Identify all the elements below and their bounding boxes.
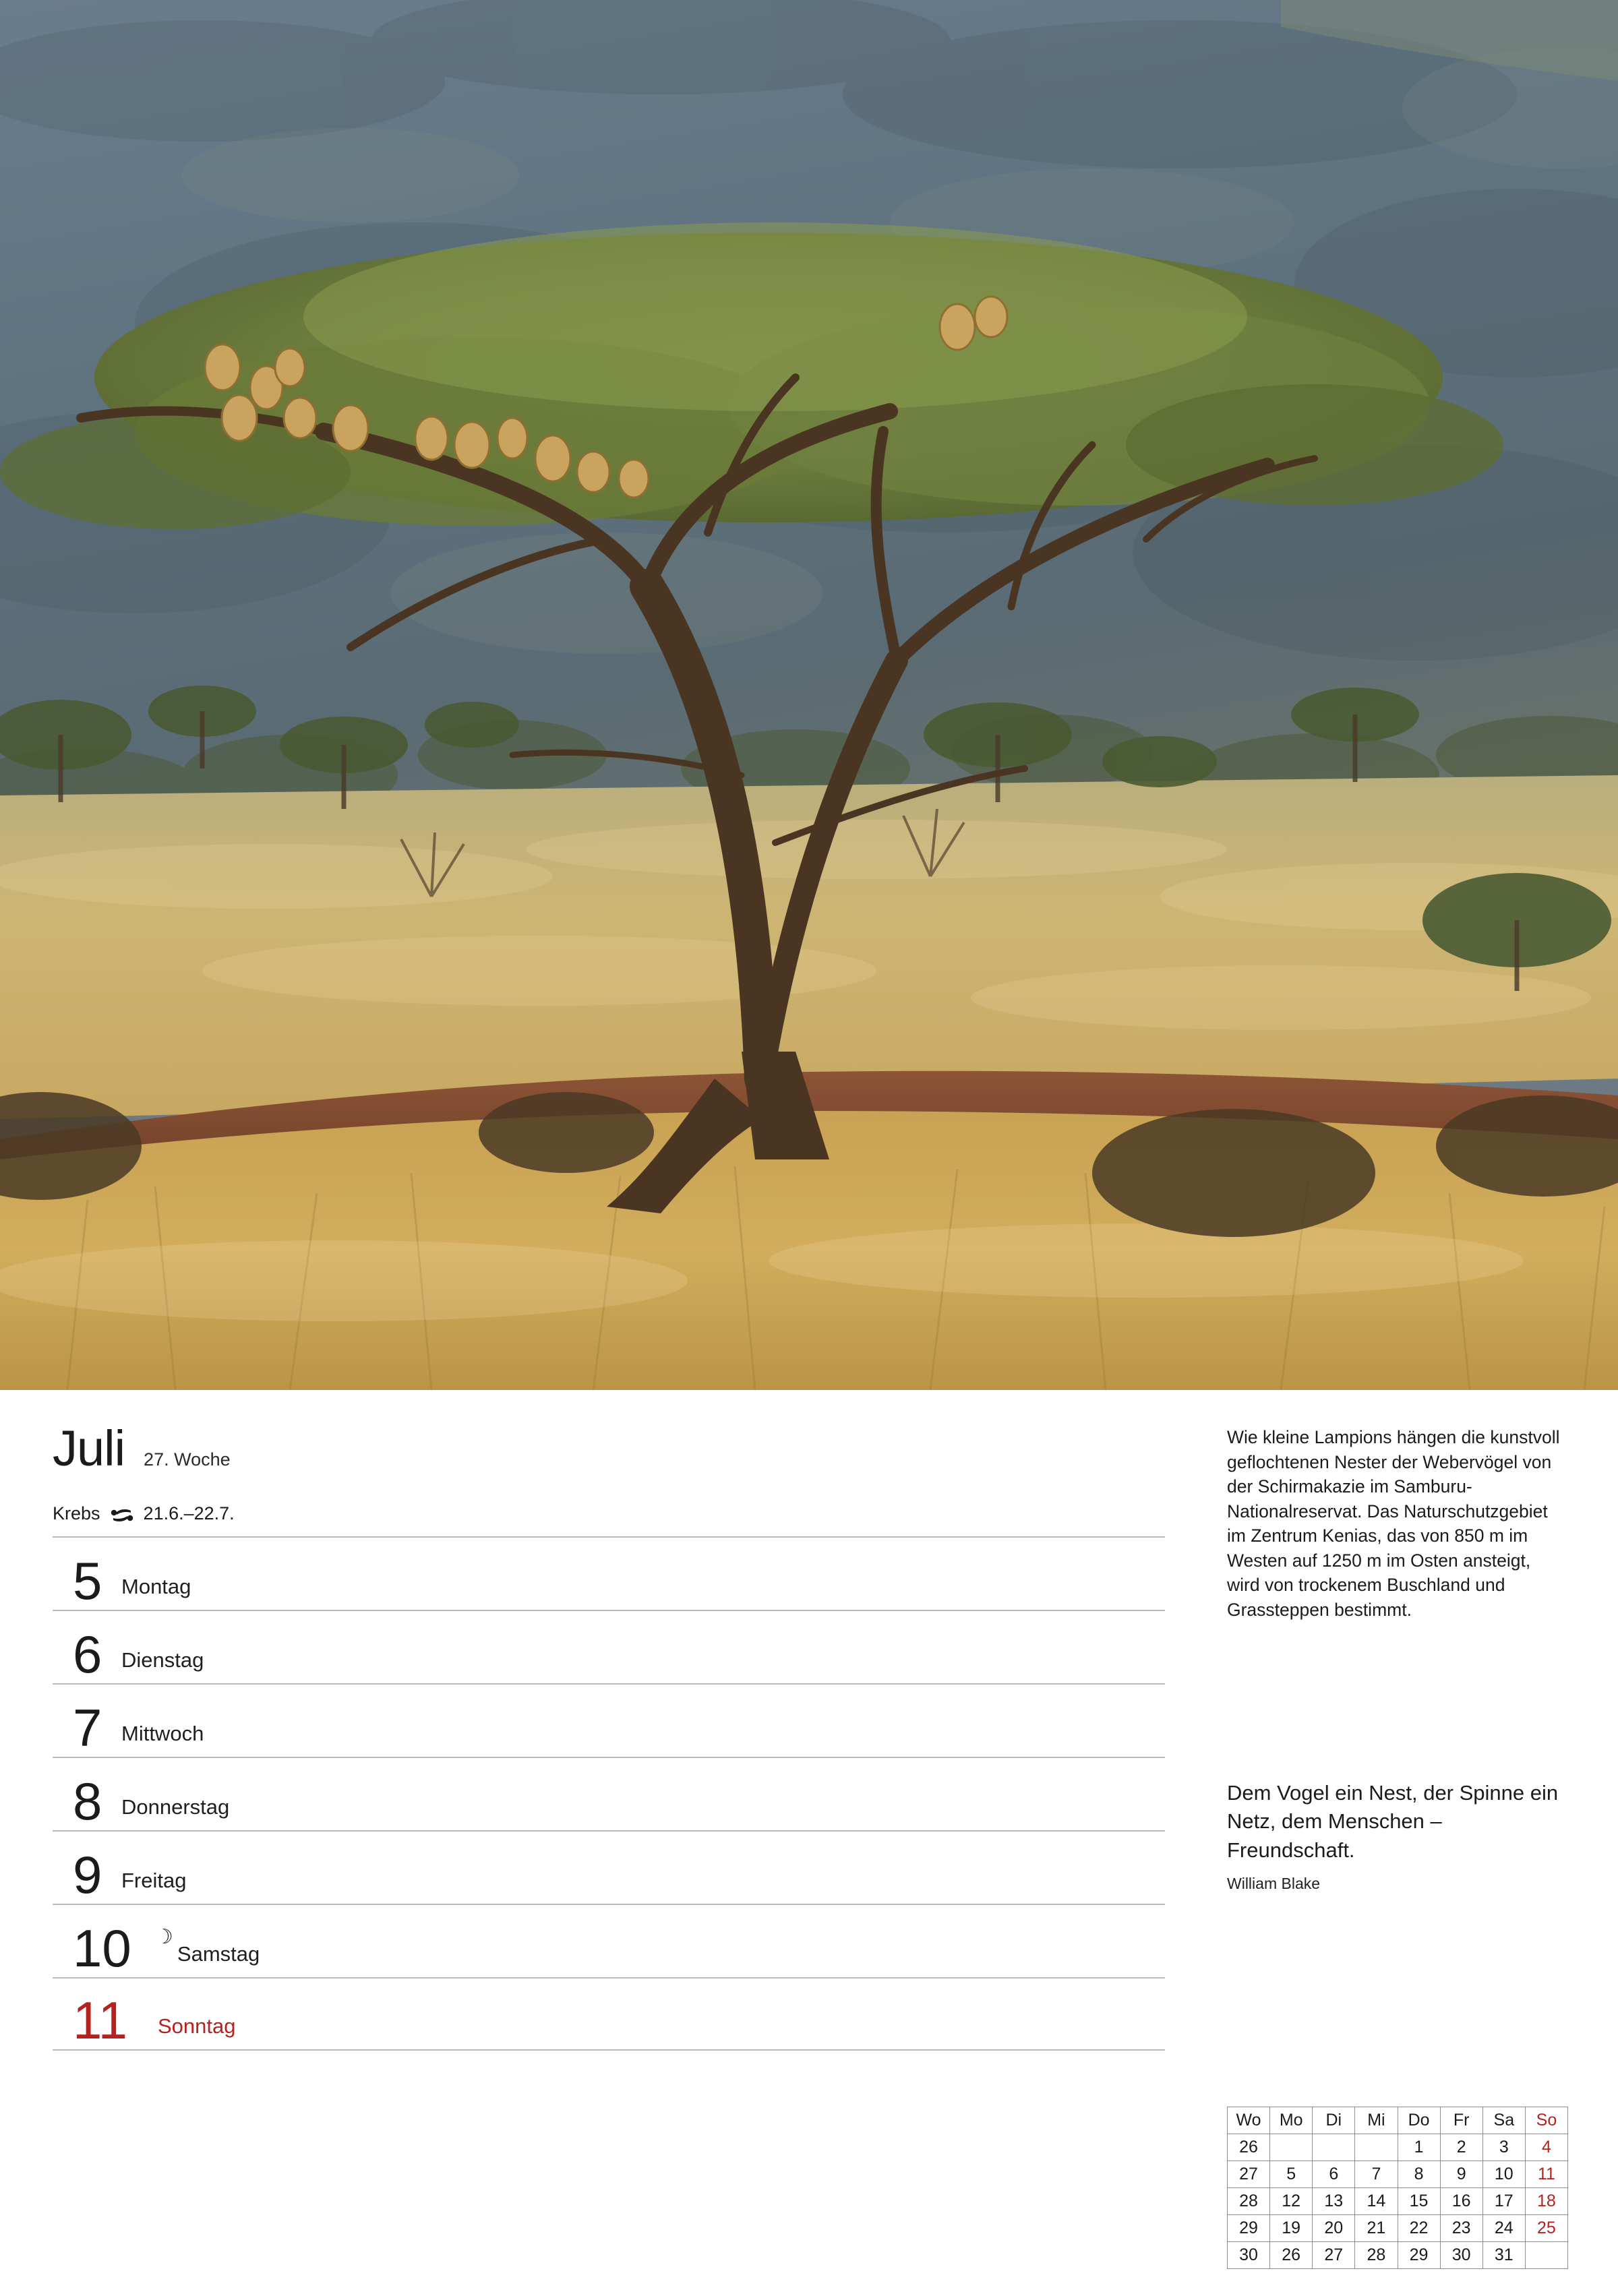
quote-author: William Blake <box>1227 1874 1321 1892</box>
day-row[interactable] <box>53 1757 1165 1830</box>
mini-week-row <box>1228 2188 1568 2215</box>
mini-week-number: 28 <box>1228 2188 1270 2215</box>
zodiac-date-range: 21.6.–22.7. <box>143 1503 235 1523</box>
mini-header-mo: Mo <box>1270 2107 1313 2134</box>
mini-day[interactable]: 1 <box>1398 2134 1440 2161</box>
day-list <box>53 1536 1165 2051</box>
mini-day[interactable] <box>1355 2134 1398 2161</box>
mini-day[interactable]: 12 <box>1270 2188 1313 2215</box>
day-number: 11 <box>73 1990 127 2050</box>
mini-header-row <box>1228 2107 1568 2134</box>
mini-day[interactable]: 29 <box>1398 2242 1440 2269</box>
mini-header-so: So <box>1525 2107 1567 2134</box>
mini-day[interactable]: 21 <box>1355 2215 1398 2242</box>
day-weekday: Mittwoch <box>121 1722 204 1745</box>
mini-day-sunday[interactable] <box>1525 2242 1567 2269</box>
mini-day[interactable]: 22 <box>1398 2215 1440 2242</box>
moon-phase-icon <box>204 1655 205 1679</box>
quote-text: Dem Vogel ein Nest, der Spinne ein Netz, dem Menschen – Freundschaft. <box>1227 1780 1559 1863</box>
mini-header-mi: Mi <box>1355 2107 1398 2134</box>
moon-phase-icon <box>236 2021 237 2045</box>
mini-week-number: 26 <box>1228 2134 1270 2161</box>
mini-day[interactable]: 8 <box>1398 2161 1440 2188</box>
mini-week-row <box>1228 2134 1568 2161</box>
day-weekday: Samstag <box>177 1942 260 1966</box>
mini-day[interactable]: 2 <box>1440 2134 1482 2161</box>
calendar-sheet <box>0 1390 1618 2296</box>
mini-day-sunday[interactable]: 4 <box>1525 2134 1567 2161</box>
day-weekday: Donnerstag <box>121 1795 230 1819</box>
mini-day[interactable]: 19 <box>1270 2215 1313 2242</box>
mini-header-fr: Fr <box>1440 2107 1482 2134</box>
mini-day-sunday[interactable]: 18 <box>1525 2188 1567 2215</box>
day-row[interactable] <box>53 1536 1165 1610</box>
photo-description: Wie kleine Lampions hängen die kunstvoll geflochtenen Nester der Webervögel von der Schirmakazie im Samburu-Nationalreservat. Das Naturschutzgebiet im Zentrum Kenias, das von 850 m im Westen auf 1250 m im Osten ansteigt, wird von trockenem Buschland und Grassteppen bestimmt. <box>1227 1427 1560 1620</box>
calendar-left-column <box>53 1420 1165 2051</box>
day-number: 7 <box>73 1697 102 1757</box>
mini-week-row <box>1228 2161 1568 2188</box>
month-header <box>53 1420 1165 1476</box>
calendar-right-column <box>1227 1425 1564 1893</box>
mini-week-number: 30 <box>1228 2242 1270 2269</box>
mini-header-week: Wo <box>1228 2107 1270 2134</box>
page-title: Juli <box>53 1420 125 1476</box>
mini-header-sa: Sa <box>1482 2107 1525 2134</box>
mini-header-do: Do <box>1398 2107 1440 2134</box>
mini-week-row <box>1228 2242 1568 2269</box>
day-row[interactable] <box>53 1610 1165 1683</box>
mini-day[interactable]: 6 <box>1313 2161 1355 2188</box>
mini-header-di: Di <box>1313 2107 1355 2134</box>
day-row[interactable] <box>53 1683 1165 1757</box>
mini-day[interactable]: 7 <box>1355 2161 1398 2188</box>
day-number: 8 <box>73 1771 102 1831</box>
mini-day[interactable]: 17 <box>1482 2188 1525 2215</box>
mini-week-number: 29 <box>1228 2215 1270 2242</box>
mini-day[interactable]: 30 <box>1440 2242 1482 2269</box>
mini-day[interactable] <box>1270 2134 1313 2161</box>
mini-day[interactable] <box>1313 2134 1355 2161</box>
day-row[interactable] <box>53 1904 1165 1977</box>
mini-day[interactable]: 26 <box>1270 2242 1313 2269</box>
cancer-zodiac-icon <box>109 1507 136 1524</box>
day-number: 9 <box>73 1844 102 1904</box>
mini-week-number: 27 <box>1228 2161 1270 2188</box>
day-number: 6 <box>73 1624 102 1684</box>
day-number: 10 <box>73 1918 131 1978</box>
mini-day-sunday[interactable]: 11 <box>1525 2161 1567 2188</box>
mini-day[interactable]: 13 <box>1313 2188 1355 2215</box>
mini-month-calendar <box>1227 2107 1568 2269</box>
moon-phase-icon <box>191 1581 192 1606</box>
mini-day[interactable]: 9 <box>1440 2161 1482 2188</box>
day-row[interactable] <box>53 1830 1165 1904</box>
mini-day[interactable]: 23 <box>1440 2215 1482 2242</box>
cancer-zodiac-glyph <box>109 1507 136 1524</box>
mini-day[interactable]: 28 <box>1355 2242 1398 2269</box>
zodiac-name: Krebs <box>53 1503 100 1523</box>
week-number-label: 27. Woche <box>144 1449 231 1470</box>
mini-day[interactable]: 5 <box>1270 2161 1313 2188</box>
mini-day-sunday[interactable]: 25 <box>1525 2215 1567 2242</box>
mini-day[interactable]: 27 <box>1313 2242 1355 2269</box>
mini-day[interactable]: 14 <box>1355 2188 1398 2215</box>
day-weekday: Freitag <box>121 1869 187 1892</box>
day-number: 5 <box>73 1550 102 1610</box>
zodiac-row <box>53 1503 1165 1524</box>
moon-phase-icon: ☽ <box>155 1926 173 1948</box>
moon-phase-icon <box>186 1875 187 1900</box>
mini-day[interactable]: 24 <box>1482 2215 1525 2242</box>
mini-day[interactable]: 15 <box>1398 2188 1440 2215</box>
mini-day[interactable]: 10 <box>1482 2161 1525 2188</box>
day-weekday: Dienstag <box>121 1648 204 1672</box>
moon-phase-icon <box>204 1728 205 1753</box>
mini-day[interactable]: 16 <box>1440 2188 1482 2215</box>
mini-week-row <box>1228 2215 1568 2242</box>
mini-day[interactable]: 20 <box>1313 2215 1355 2242</box>
moon-phase-icon <box>229 1802 231 1826</box>
mini-day[interactable]: 3 <box>1482 2134 1525 2161</box>
day-weekday: Sonntag <box>158 2014 236 2038</box>
mini-day[interactable]: 31 <box>1482 2242 1525 2269</box>
day-weekday: Montag <box>121 1575 191 1598</box>
day-row[interactable] <box>53 1977 1165 2051</box>
